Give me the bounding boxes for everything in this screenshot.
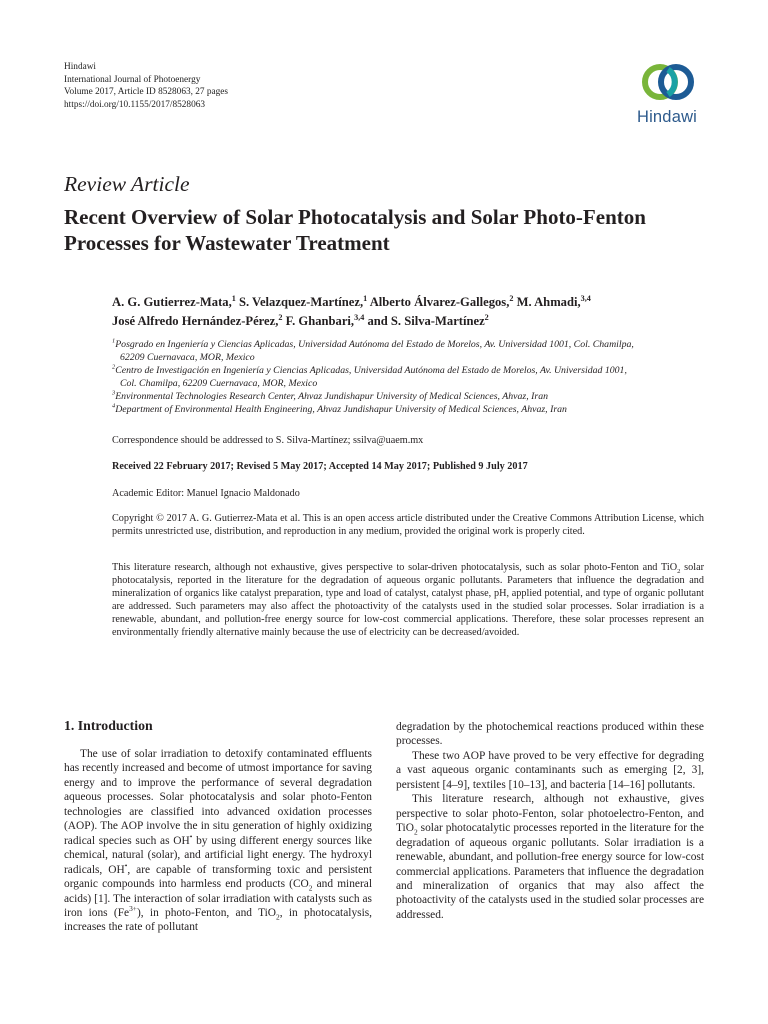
body-text: by using different energy sources like chemical, natural (solar), and artificial light energy. The hydroxyl radicals, OH <box>64 834 372 876</box>
correspondence: Correspondence should be addressed to S. Silva-Martínez; ssilva@uaem.mx <box>112 435 424 446</box>
journal-name: International Journal of Photoenergy <box>64 74 201 85</box>
intro-paragraph <box>396 792 704 922</box>
abstract-text: solar photocatalysis, reported in the literature for the degradation of aqueous organic pollutants. Parameters that influence the degradation and mineralization of organics like catalyst preparation, type and load of catalyst, catalyst phase, pH, applied potential, and type of organic pollutant are addressed. Such parameters may also affect the photoactivity of the catalysts used in the studied solar processes. Solar irradiation is a renewable, abundant, and pollution-free energy source for low-cost commercial applications. Therefore, these solar processes represent an environmentally friendly alternative mainly because the use of electricity can be decreased/avoided. <box>112 562 704 638</box>
author-affil-mark: 2 <box>484 312 489 322</box>
article-title <box>64 205 724 256</box>
affiliation-number: 1 <box>112 337 116 345</box>
author-affil-mark: 2 <box>278 312 283 322</box>
affiliations <box>112 338 712 416</box>
author-affil-mark: 3,4 <box>354 312 365 322</box>
academic-editor: Academic Editor: Manuel Ignacio Maldonado <box>112 488 300 499</box>
author-affil-mark: 1 <box>363 293 368 303</box>
hindawi-logo-icon <box>637 58 699 108</box>
affiliation-1-cont: 62209 Cuernavaca, MOR, Mexico <box>120 352 255 363</box>
section-heading-introduction: 1. Introduction <box>64 718 153 733</box>
affiliation-text: Department of Environmental Health Engineering, Ahvaz Jundishapur University of Medical Sciences, Ahvaz, Iran <box>115 404 567 415</box>
affiliation-4 <box>112 403 712 416</box>
body-text: and mineral acids) [1]. The interaction of solar irradiation with catalysts such as iron ions (Fe <box>64 878 372 919</box>
subscript: 2 <box>413 827 418 837</box>
author-line-2 <box>112 312 732 331</box>
body-text: This literature research, although not exhaustive, gives perspective to solar photo-Fenton, solar photoelectro-Fenton, and TiO <box>396 793 704 835</box>
author-affil-mark: 1 <box>231 293 236 303</box>
author-name: F. Ghanbari, <box>282 314 355 328</box>
radical-dot: • <box>124 860 128 870</box>
body-text: ), in photo-Fenton, and TiO <box>136 906 277 919</box>
intro-right-column <box>396 720 704 922</box>
journal-info <box>64 61 228 111</box>
title-line-1: Recent Overview of Solar Photocatalysis and Solar Photo-Fenton <box>64 205 646 229</box>
abstract <box>112 562 704 639</box>
intro-paragraph: These two AOP have proved to be very effective for degrading a vast aqueous organic contaminants such as emerging [2, 3], persistent [4–9], textiles [10–13], and bacteria [14–16] pollutants. <box>396 749 704 791</box>
author-name: and S. Silva-Martínez <box>364 314 485 328</box>
author-affil-mark: 2 <box>509 293 514 303</box>
author-list <box>112 293 732 331</box>
subscript: 2 <box>308 883 313 893</box>
affiliation-number: 4 <box>112 402 116 410</box>
body-text: , in photocatalysis, increases the rate of pollutant <box>64 906 373 934</box>
copyright-notice: Copyright © 2017 A. G. Gutierrez-Mata et al. This is an open access article distributed under the Creative Commons Attribution License, which permits unrestricted use, distribution, and reproduction in any medium, provided the original work is properly cited. <box>112 513 704 537</box>
intro-paragraph <box>64 747 372 935</box>
abstract-text: This literature research, although not exhaustive, gives perspective to solar-driven photocatalysis, such as solar photo-Fenton and TiO <box>112 562 678 573</box>
body-text: solar photocatalytic processes reported in the literature for the degradation of aqueous organic pollutants. Solar irradiation is a renewable, abundant, and pollution-free energy source for low-cost commercial applications. Parameters that influence the degradation and mineralization of organics that may also affect the photoactivity of the catalysts used in the studied solar processes are addressed. <box>396 822 704 921</box>
hindawi-logo-text: Hindawi <box>636 108 698 126</box>
body-text: The use of solar irradiation to detoxify contaminated effluents has recently increased and become of utmost importance for saving energy and to improve the performance of several degradation aqueous processes. Solar photocatalysis and solar photo-Fenton technologies are classified into advanced oxidation processes (AOP). The AOP involve the in situ generation of highly oxidizing radical species such as OH <box>64 748 372 847</box>
intro-left-column <box>64 747 372 935</box>
publisher-name: Hindawi <box>64 62 97 72</box>
affiliation-1 <box>112 338 712 351</box>
radical-dot: • <box>189 831 193 841</box>
intro-paragraph: degradation by the photochemical reactions produced within these processes. <box>396 721 704 748</box>
superscript: 3+ <box>129 904 137 914</box>
affiliation-2 <box>112 364 712 377</box>
hindawi-logo <box>630 58 710 132</box>
affiliation-number: 3 <box>112 389 116 397</box>
author-name: S. Velazquez-Martínez, <box>235 295 364 309</box>
volume-line: Volume 2017, Article ID 8528063, 27 pages <box>64 87 229 98</box>
author-line-1 <box>112 293 732 312</box>
title-line-2: Processes for Wastewater Treatment <box>64 230 390 255</box>
author-name: Alberto Álvarez-Gallegos, <box>367 295 510 309</box>
affiliation-text: Environmental Technologies Research Center, Ahvaz Jundishapur University of Medical Sciences, Ahvaz, Iran <box>115 391 548 402</box>
publication-dates: Received 22 February 2017; Revised 5 May 2017; Accepted 14 May 2017; Published 9 July 2017 <box>112 461 528 472</box>
affiliation-number: 2 <box>112 363 116 371</box>
body-text: , are capable of transforming toxic and persistent organic compounds into harmless end products (CO <box>64 863 372 891</box>
subscript: 2 <box>276 912 280 922</box>
affiliation-2-cont: Col. Chamilpa, 62209 Cuernavaca, MOR, Mexico <box>120 378 318 389</box>
author-name: M. Ahmadi, <box>513 295 581 309</box>
affiliation-text: Posgrado en Ingeniería y Ciencias Aplicadas, Universidad Autónoma del Estado de Morelos, Av. Universidad 1001, Col. Chamilpa, <box>115 339 634 350</box>
author-affil-mark: 3,4 <box>580 293 591 303</box>
doi-link[interactable]: https://doi.org/10.1155/2017/8528063 <box>64 99 206 110</box>
author-name: A. G. Gutierrez-Mata, <box>112 295 232 309</box>
affiliation-text: Centro de Investigación en Ingeniería y Ciencias Aplicadas, Universidad Autónoma del Estado de Morelos, Av. Universidad 1001, <box>115 365 627 376</box>
author-name: José Alfredo Hernández-Pérez, <box>112 314 279 328</box>
subscript: 2 <box>677 568 681 576</box>
affiliation-3 <box>112 390 712 403</box>
article-type: Review Article <box>64 172 190 196</box>
